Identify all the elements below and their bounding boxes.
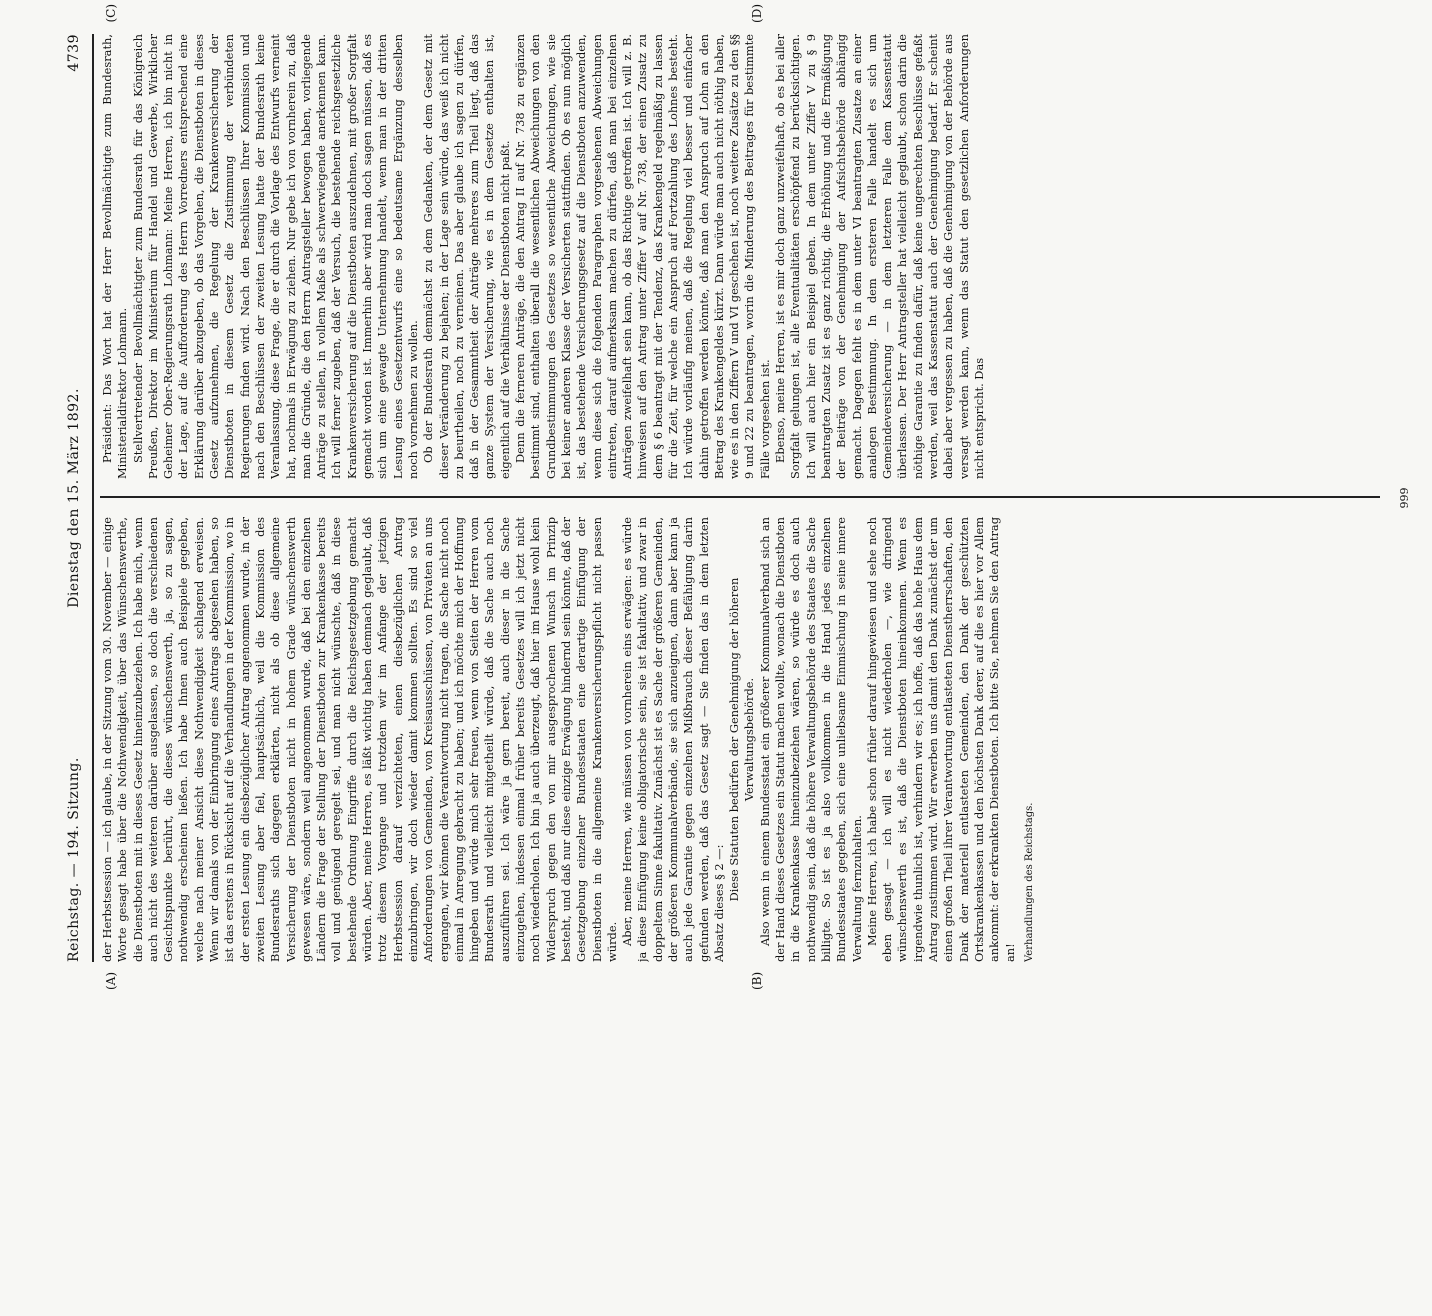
page-footer-number: 999 [1398, 487, 1411, 509]
header-rule [92, 34, 94, 962]
margin-marker-b: (B) [750, 971, 764, 990]
margin-marker-c: (C) [104, 4, 118, 23]
paragraph: der Herbstsession — ich glaube, in der Sitzung vom 30. November — einige Worte gesagt habe über die Nothwendigkeit, über das Wünschenswerthe, die Dienstboten mit in dieses Gesetz hineinzubeziehen. Ich habe mich, wenn auch nicht des weiteren darüber ausgelassen, so doch die verschiedenen Gesichtspunkte berührt, die dieses wünschenswerth, ja, so zu sagen, nothwendig erscheinen ließen. Ich habe Ihnen auch Beispiele gegeben, welche nach meiner Ansicht diese Nothwendigkeit schlagend erweisen. Wenn wir damals von der Einbringung eines Antrags abgesehen haben, so ist das erstens in Rücksicht auf die Verhandlungen in der Kommission, wo in der ersten Lesung ein diesbezüglicher Antrag angenommen wurde, in der zweiten Lesung aber fiel, hauptsächlich, weil die Kommission des Bundesraths sich dagegen erklärten, nicht als ob diese allgemeine Versicherung der Dienstboten nicht in hohem Grade wünschenswerth gewesen wäre, sondern weil angenommen wurde, daß bei den einzelnen Ländern die Frage der Stellung der Dienstboten zur Krankenkasse bereits voll und genügend geregelt sei, und man nicht wünschte, daß in diese bestehende Ordnung Eingriffe durch die Reichsgesetzgebung gemacht würden. Aber, meine Herren, es läßt wichtig haben demnach geglaubt, daß trotz diesem Vorgange und trotzdem wir im Anfange der jetzigen Herbstsession darauf verzichteten, einen diesbezüglichen Antrag einzubringen, wir doch wieder damit kommen sollten. Es sind so viel Anforderungen von Gemeinden, von Kreisausschüssen, von Privaten an uns ergangen, wir können die Verantwortung nicht tragen, die Sache nicht noch einmal in Anregung gebracht zu haben; und ich möchte mich der Hoffnung hingeben und würde mich sehr freuen, wenn von Seiten der Herren vom Bundesrath und vielleicht mitgetheilt würde, daß die Sache auch noch auszuführen sei. Ich wäre ja gern bereit, auch dieser in die Sache einzugehen, indessen einmal früher bereits Gesetzes will ich jetzt nicht noch wiederholen. Ich bin ja auch überzeugt, daß hier im Hause wohl kein Widerspruch gegen den von mir ausgesprochenen Wunsch im Prinzip besteht, und daß nur diese einzige Erwägung hindernd sein könnte, daß der Gesetzgebung einzelner Bundesstaaten eine derartige Einfügung der Dienstboten in die allgemeine Krankenversicherungspflicht nicht passen würde. [100, 517, 619, 962]
speaker-paragraph: Präsident: Das Wort hat der Herr Bevollmächtigte zum Bundesrath, Ministerialdirektor Lohmann. [100, 34, 130, 479]
paragraph: Stellvertretender Bevollmächtigter zum Bundesrath für das Königreich Preußen, Direktor im Ministerium für Handel und Gewerbe, Wirklicher Geheimer Ober-Regierungsrath Lohmann: Meine Herren, ich bin nicht in der Lage, auf die Aufforderung des Herrn Vorredners entsprechend eine Erklärung darüber abzugeben, ob das Vorgehen, die Dienstboten in dieses Gesetz aufzunehmen, die Regelung der Krankenversicherung der Dienstboten in diesem Gesetz die Zustimmung der verbündeten Regierungen finden wird. Nach den Beschlüssen Ihrer Kommission und nach den Beschlüssen der zweiten Lesung hatte der Bundesrath keine Veranlassung, diese Frage, die er durch die Vorlage des Entwurfs verneint hat, nochmals in Erwägung zu ziehen. Nur gebe ich von vornherein zu, daß man die Gründe, die den Herrn Antragsteller bewogen haben, vorliegende Anträge zu stellen, in vollem Maße als schwerwiegende anerkennen kann. Ich will ferner zugeben, daß der Versuch, die bestehende reichsgesetzliche Krankenversicherung auf die Dienstboten auszudehnen, mit großer Sorgfalt gemacht worden ist. Immerhin aber wird man doch sagen müssen, daß es sich um eine gewagte Unternehmung handelt, wenn man in der dritten Lesung eines Gesetzentwurfs eine so bedeutsame Ergänzung desselben noch vornehmen zu wollen. [130, 34, 420, 479]
quoted-clause: Diese Statuten bedürfen der Genehmigung der höheren Verwaltungsbehörde. [727, 577, 757, 902]
left-column [100, 517, 1390, 962]
page-header [60, 34, 90, 962]
paragraph: Meine Herren, ich habe schon früher darauf hingewiesen und sehe noch eben gesagt — ich will es nicht wiederholen —, wie dringend wünschenswerth es ist, daß die Dienstboten hineinkommen. Wenn es irgendwie thunlich ist, verhindern wir es; ich hoffe, daß das hohe Haus dem Antrag zustimmen wird. Wir erwerben uns damit den Dank zunächst der um einen großen Theil ihrer Verantwortung entlasteten Dienstherrschaften, den Dank der materiell entlasteten Gemeinden, den Dank der geschützten Ortskrankenkassen und den höchsten Dank derer, auf die es hier vor Allem ankommt: der erkrankten Dienstboten. Ich bitte Sie, nehmen Sie den Antrag an! [864, 517, 1017, 962]
publication-footer: Verhandlungen des Reichstags. [1023, 802, 1035, 962]
header-date: Dienstag den 15. März 1892. [66, 388, 82, 608]
header-session: Reichstag. — 194. Sitzung. [66, 757, 82, 962]
right-column [100, 34, 1390, 479]
paragraph: Aber, meine Herren, wie müssen von vornherein eins erwägen: es würde ja diese Einfügung keine obligatorische sein, sie ist fakultativ, und zwar in doppeltem Sinne fakultativ. Zunächst ist es Sache der größeren Gemeinden, der größeren Kommunalverbände, sie sich anzueignen, dann aber kann ja auch jede Garantie gegen einzelnen Mißbrauch dieser Befähigung darin gefunden werden, daß das Gesetz sagt — Sie finden das in dem letzten Absatz dieses § 2 —: [620, 517, 726, 962]
margin-marker-d: (D) [750, 4, 764, 23]
paragraph: Ob der Bundesrath demnächst zu dem Gedanken, der dem Gesetz mit dieser Veränderung zu bejahen; in der Lage sein würde, das weiß ich nicht zu beurtheilen, noch zu verneinen. Das aber glaube ich sagen zu dürfen, daß in der Gesammtheit der Anträge mehreres zum Theil liegt, daß das ganze System der Versicherung, wie es in dem Gesetze enthalten ist, eigentlich auf die Verhältnisse der Dienstboten nicht paßt. [421, 34, 512, 479]
page-number: 4739 [66, 34, 82, 72]
digitization-credit [0, 0, 22, 1000]
paragraph: Denn die ferneren Anträge, die den Antrag II auf Nr. 738 zu ergänzen bestimmt sind, enthalten überall die wesentlichen Abweichungen von den Grundbestimmungen des Gesetzes so wesentliche Abweichungen, wie sie bei keiner anderen Klasse der Versicherten stattfinden. Ob es nun möglich ist, das bestehende Versicherungsgesetz auf die Dienstboten anzuwenden, wenn diese sich die folgenden Paragraphen vorgesehenen Abweichungen eintreten, darauf aufmerksam machen zu dürfen, daß man bei einzelnen Anträgen zweifelhaft sein kann, ob das Richtige getroffen ist. Ich will z. B. hinweisen auf den Antrag unter Ziffer V auf Nr. 738, der einen Zusatz zu dem § 6 beantragt mit der Tendenz, das Krankengeld regelmäßig zu lassen für die Zeit, für welche ein Anspruch auf Fortzahlung des Lohnes besteht. Ich würde vorläufig meinen, daß die Regelung viel besser und einfacher dahin getroffen werden könnte, daß man den Anspruch auf Lohn an den Betrag des Krankengeldes kürzt. Dann würde man auch nicht nöthig haben, wie es in den Ziffern V und VI geschehen ist, noch weitere Zusätze zu den §§ 9 und 22 zu beantragen, worin die Minderung des Beitrages für bestimmte Fälle vorgesehen ist. [513, 34, 772, 479]
newspaper-page [60, 4, 1411, 990]
margin-marker-a: (A) [104, 971, 118, 990]
paragraph: Also wenn in einem Bundesstaat ein größerer Kommunalverband sich an der Hand dieses Gesetzes ein Statut machen wollte, wonach die Dienstboten in die Krankenkasse hineinzubeziehen wären, so würde es doch auch nothwendig sein, daß die höhere Verwaltungsbehörde des Staates die Sache billigte. So ist es ja also vollkommen in die Hand jedes einzelnen Bundesstaates gegeben, sich eine unliebsame Einmischung in seine innere Verwaltung fernzuhalten. [757, 517, 864, 962]
paragraph: Ebenso, meine Herren, ist es mir doch ganz unzweifelhaft, ob es bei aller Sorgfalt gelungen ist, alle Eventualitäten erschöpfend zu berücksichtigen. Ich will auch hier ein Beispiel geben. In dem unter Ziffer V zu § 9 beantragten Zusatz ist es ganz richtig, die Erhöhung und die Ermäßigung der Beiträge von der Genehmigung der Aufsichtsbehörde abhängig gemacht. Dagegen fehlt es in dem unter VI beantragten Zusatze an einer analogen Bestimmung. In dem ersteren Falle handelt es sich um Gemeindeversicherung — in dem letzteren Falle dem Kassenstatut überlassen. Der Herr Antragsteller hat vielleicht geglaubt, schon darin die nöthige Garantie zu finden dafür, daß keine ungerechten Beschlüsse gefaßt werden, weil das Kassenstatut auch der Genehmigung bedarf. Er scheint dabei aber vergessen zu haben, daß die Genehmigung von der Behörde aus versagt werden kann, wenn das Statut den gesetzlichen Anforderungen nicht entspricht. Das [773, 34, 986, 479]
column-divider [100, 496, 1380, 498]
